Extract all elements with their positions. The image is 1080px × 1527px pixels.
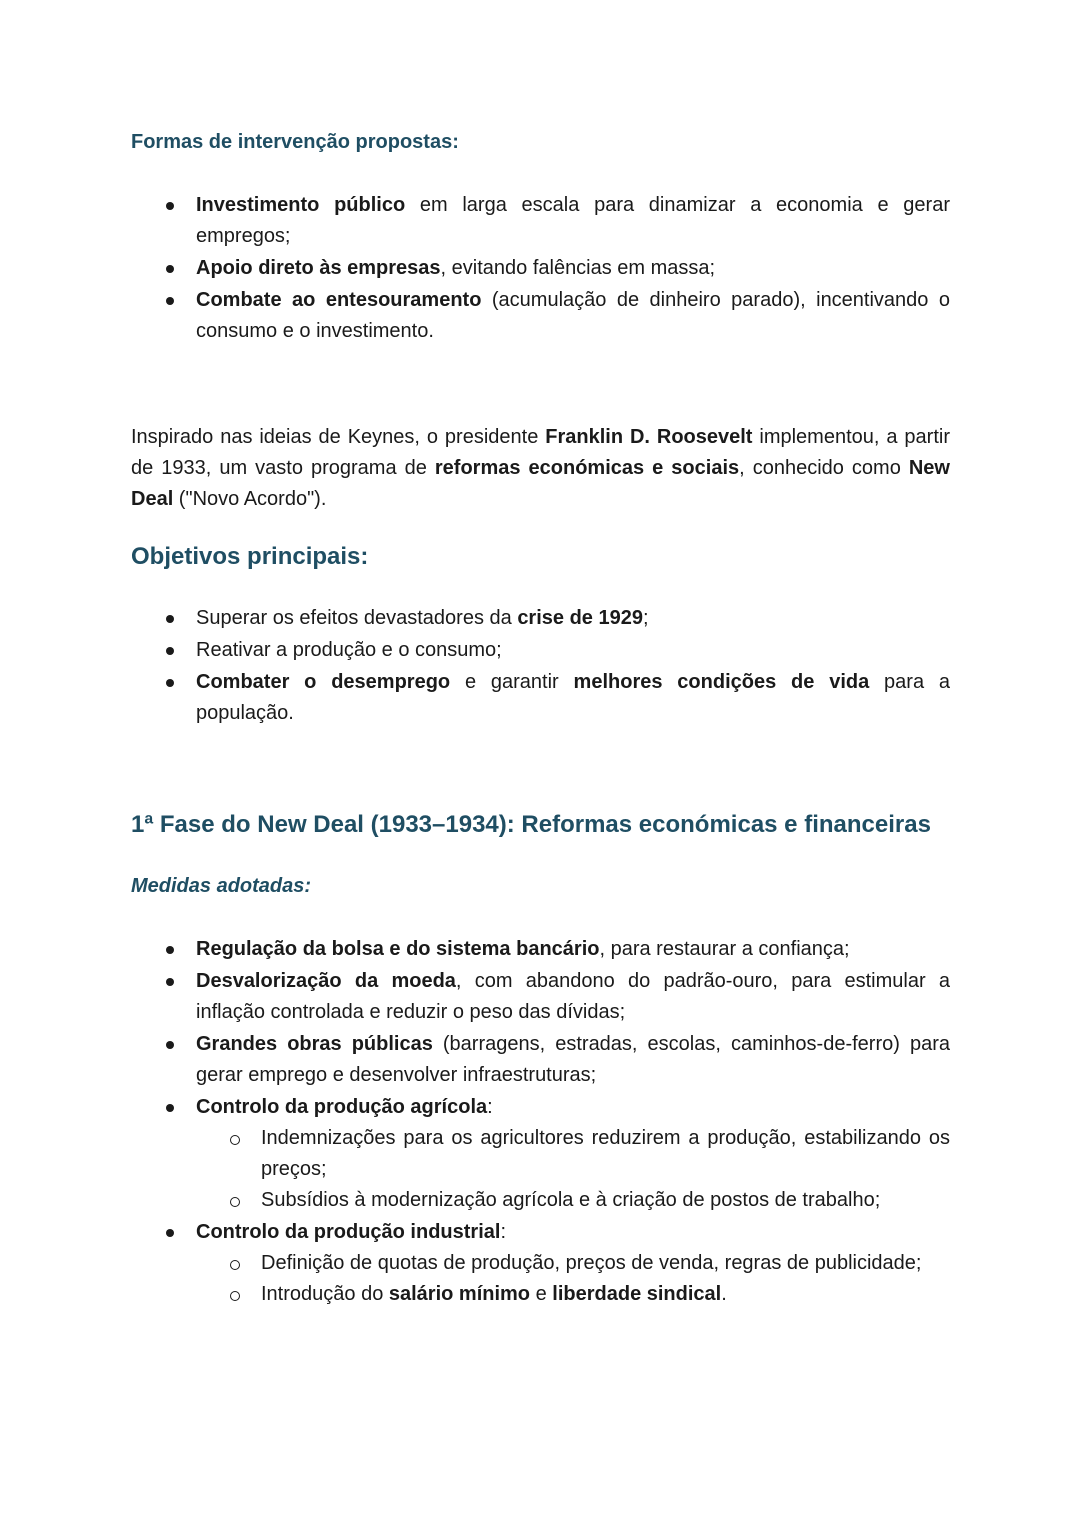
- sublist-item: Subsídios à modernização agrícola e à criação de postos de trabalho;: [261, 1185, 950, 1216]
- list-item: Combate ao entesouramento (acumulação de dinheiro parado), incentivando o consumo e o investimento.: [196, 285, 950, 347]
- agricultural-sublist: [196, 1123, 950, 1216]
- list-item: Desvalorização da moeda, com abandono do padrão-ouro, para estimular a inflação controlada e reduzir o peso das dívidas;: [196, 966, 950, 1028]
- list-item: Regulação da bolsa e do sistema bancário, para restaurar a confiança;: [196, 934, 950, 965]
- heading-intervention-forms: Formas de intervenção propostas:: [131, 131, 459, 153]
- new-deal-paragraph: Inspirado nas ideias de Keynes, o presidente Franklin D. Roosevelt implementou, a partir de 1933, um vasto programa de reformas económicas e sociais, conhecido como New Deal ("Novo Acordo").: [131, 426, 950, 510]
- list-item: Combater o desemprego e garantir melhores condições de vida para a população.: [196, 667, 950, 729]
- objectives-list: [196, 603, 950, 730]
- heading-measures: Medidas adotadas:: [131, 875, 312, 897]
- list-item: Apoio direto às empresas, evitando falências em massa;: [196, 253, 950, 284]
- heading-first-phase: 1ª Fase do New Deal (1933–1934): Reformas económicas e financeiras: [131, 811, 931, 838]
- sublist-item: Definição de quotas de produção, preços de venda, regras de publicidade;: [261, 1248, 950, 1279]
- list-item: Superar os efeitos devastadores da crise de 1929;: [196, 603, 950, 634]
- list-item: Controlo da produção agrícola: Indemnizações para os agricultores reduzirem a produção, estabilizando os preços; Subsídios à modernização agrícola e à criação de postos de trabalho;: [196, 1092, 950, 1216]
- list-item: Grandes obras públicas (barragens, estradas, escolas, caminhos-de-ferro) para gerar emprego e desenvolver infraestruturas;: [196, 1029, 950, 1091]
- list-item: Controlo da produção industrial: Definição de quotas de produção, preços de venda, regras de publicidade; Introdução do salário mínimo e liberdade sindical.: [196, 1217, 950, 1310]
- sublist-item: Introdução do salário mínimo e liberdade sindical.: [261, 1279, 950, 1310]
- heading-main-objectives: Objetivos principais:: [131, 543, 369, 570]
- sublist-item: Indemnizações para os agricultores reduzirem a produção, estabilizando os preços;: [261, 1123, 950, 1185]
- measures-list: [196, 934, 950, 1311]
- intervention-list: [196, 190, 950, 348]
- list-item: Investimento público em larga escala para dinamizar a economia e gerar empregos;: [196, 190, 950, 252]
- industrial-sublist: [196, 1248, 950, 1310]
- list-item: Reativar a produção e o consumo;: [196, 635, 950, 666]
